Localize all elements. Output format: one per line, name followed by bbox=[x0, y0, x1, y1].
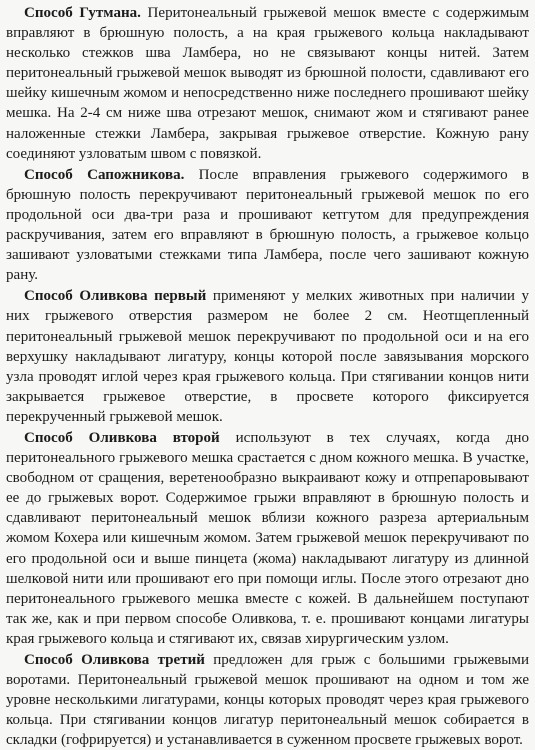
paragraph-olivkov-second-method bbox=[6, 428, 529, 649]
method-description: используют в тех случаях, когда дно перитонеального грыжевого мешка срастается с дном кожного мешка. В участке, свободном от сращения, веретенообразно выкраивают кожу и отпрепаровывают ее до грыжевых ворот. Содержимое грыжи вправляют в брюшную полость и сдавливают перитонеальный мешок вблизи кожного разреза артериальным жомом Кохера или кишечным жомом. Затем грыжевой мешок перекручивают по его продольной оси и выше пинцета (жома) накладывают лигатуру из длинной шелковой нити или прошивают его при помощи иглы. После этого отрезают дно перитонеального грыжевого мешка вместе с кожей. В дальнейшем поступают так же, как и при первом способе Оливкова, т. е. прошивают концами лигатуры края грыжевого кольца и стягивают их, связав хирургическим узлом. bbox=[6, 429, 529, 647]
method-term: Способ Гутмана. bbox=[24, 5, 141, 21]
method-description: После вправления грыжевого содержимого в брюшную полость перекручивают перитонеальный грыжевой мешок по его продольной оси два-три раза и прошивают кетгутом для предупреждения раскручивания, затем его вправляют в брюшную полость, а грыжевое кольцо зашивают узловатыми стежками типа Ламбера, после чего зашивают кожную рану. bbox=[6, 166, 529, 284]
paragraph-olivkov-third-method bbox=[6, 650, 529, 750]
method-term: Способ Сапожникова. bbox=[24, 166, 185, 183]
method-term: Способ Оливкова второй bbox=[24, 429, 220, 446]
method-term: Способ Оливкова первый bbox=[24, 288, 207, 305]
method-description: применяют у мелких животных при наличии у них грыжевого отверстия размером не более 2 см. Неотщепленный перитонеальный грыжевой мешок перекручивают по продольной оси и на его верхушку накладывают лигатуру, концы которой после завязывания морского узла проводят иглой через края грыжевого кольца. При стягивании концов нити закрывается грыжевое отверстие, в просвете которого фиксируется перекрученный грыжевой мешок. bbox=[6, 288, 529, 425]
method-term: Способ Оливкова третий bbox=[24, 652, 205, 668]
paragraph-olivkov-first-method bbox=[6, 286, 529, 427]
method-description: предложен для грыж с большими грыжевыми воротами. Перитонеальный грыжевой мешок прошивают на одном и том же уровне несколькими лигатурами, концы которых проводят через края грыжевого кольца. При стягивании концов лигатур перитонеальный мешок собирается в складки (гофрируется) и устанавливается в суженном просвете грыжевых ворот. bbox=[6, 652, 529, 749]
paragraph-sapozhnikov-method bbox=[6, 165, 529, 286]
method-description: Перитонеальный грыжевой мешок вместе с содержимым вправляют в брюшную полость, а на края грыжевого кольца накладывают несколько стежков шва Ламбера, но не связывают концы нитей. Затем перитонеальный грыжевой мешок выводят из брюшной полости, сдавливают его шейку кишечным жомом и непосредственно ниже последнего прошивают шейку мешка. На 2-4 см ниже шва отрезают мешок, снимают жом и стягивают ранее наложенные стежки Ламбера, закрывая грыжевое отверстие. Кожную рану соединяют узловатым швом с повязкой. bbox=[6, 5, 530, 162]
paragraph-gutman-method bbox=[6, 3, 529, 164]
